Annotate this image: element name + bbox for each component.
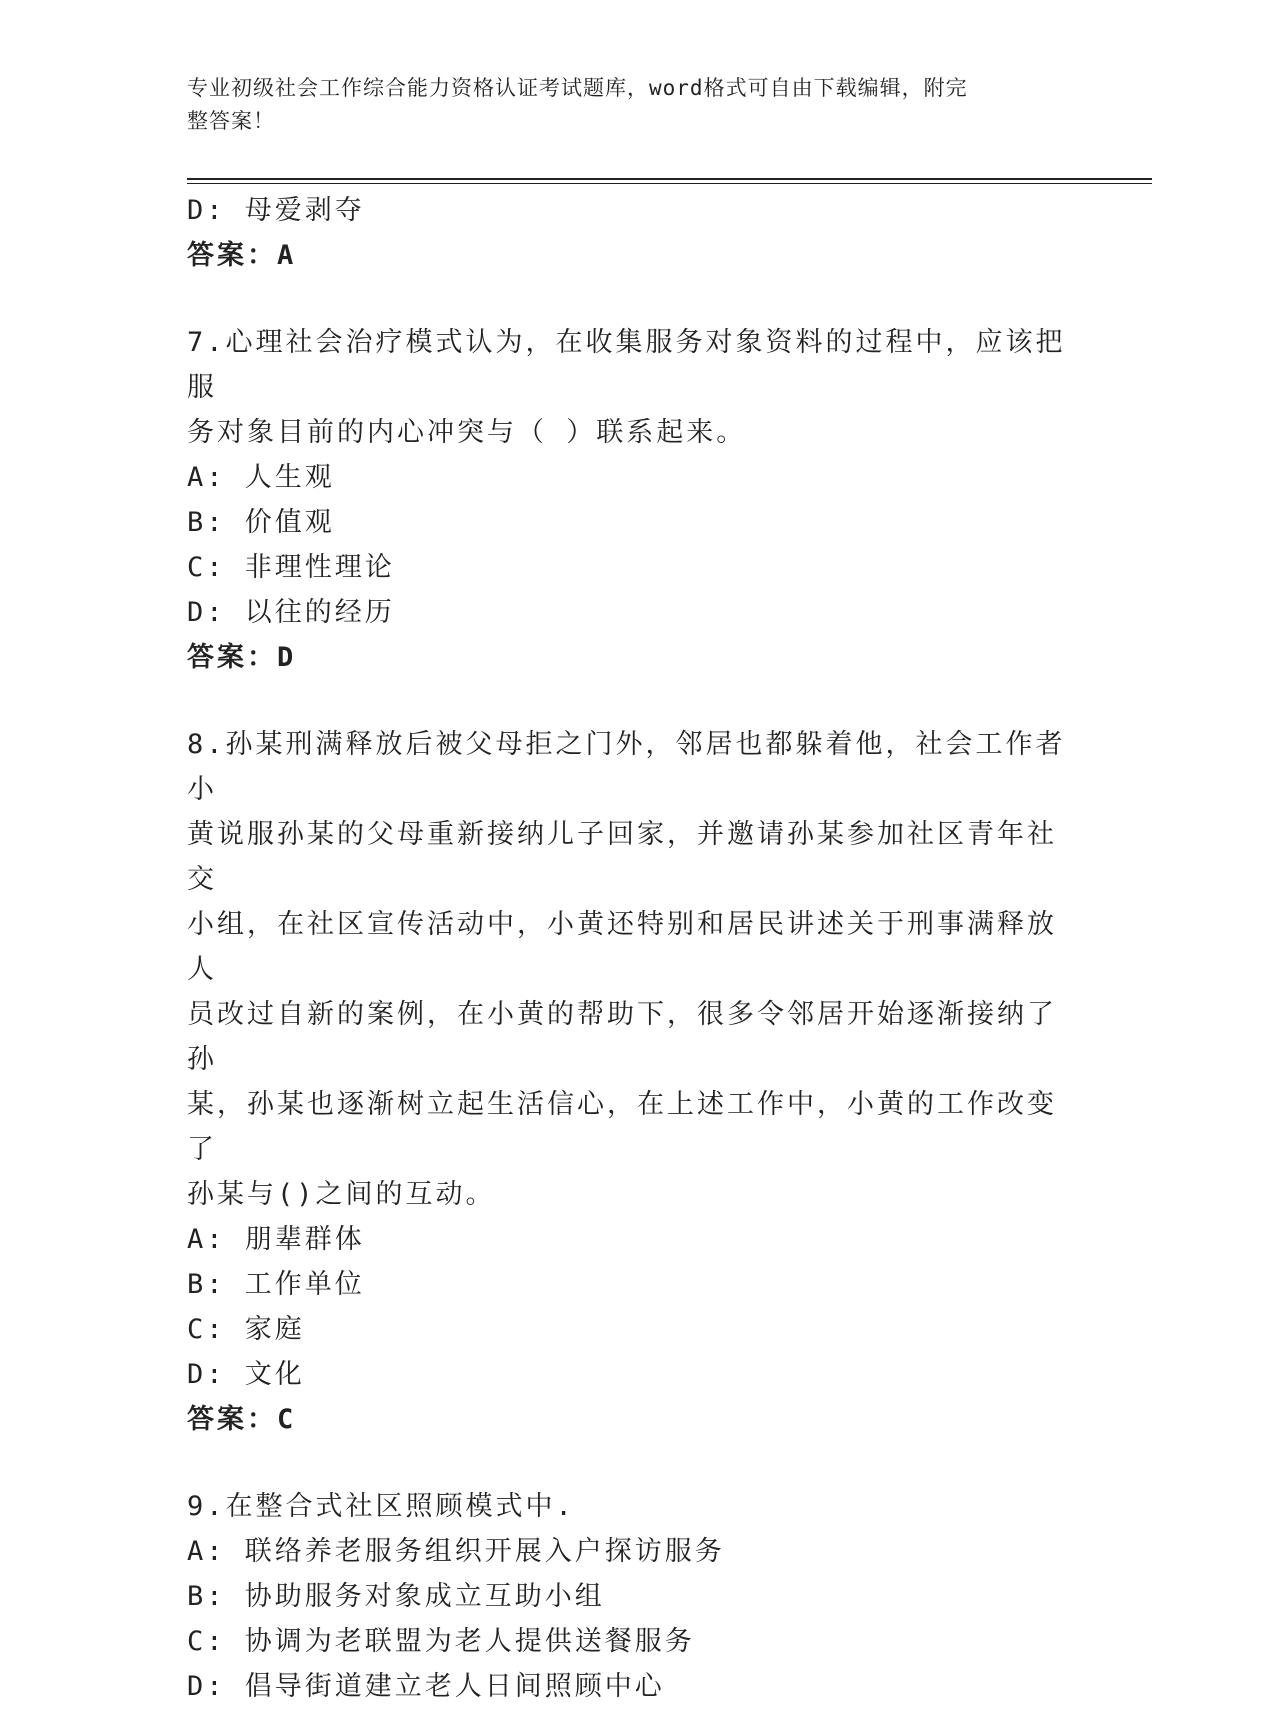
option-b: B: 工作单位 <box>187 1269 365 1300</box>
option-d: D: 以往的经历 <box>187 597 395 628</box>
question-8 <box>187 722 1067 1442</box>
question-9 <box>187 1484 1067 1709</box>
question-stem-line: 小组，在社区宣传活动中，小黄还特别和居民讲述关于刑事满释放人 <box>187 909 1057 985</box>
continued-question <box>187 188 1067 278</box>
option-d: D: 倡导街道建立老人日间照顾中心 <box>187 1671 665 1702</box>
option-b: B: 协助服务对象成立互助小组 <box>187 1581 605 1612</box>
option-a: A: 朋辈群体 <box>187 1224 365 1255</box>
header-rule-thick <box>187 178 1152 180</box>
question-stem-line: 黄说服孙某的父母重新接纳儿子回家，并邀请孙某参加社区青年社交 <box>187 819 1057 895</box>
answer: 答案：A <box>187 240 297 271</box>
question-stem-line: 某，孙某也逐渐树立起生活信心，在上述工作中，小黄的工作改变了 <box>187 1089 1057 1165</box>
question-stem-line: 9.在整合式社区照顾模式中. <box>187 1491 575 1522</box>
page-header <box>187 72 1067 138</box>
option-c: C: 非理性理论 <box>187 552 395 583</box>
option-a: A: 人生观 <box>187 462 335 493</box>
answer: 答案：D <box>187 642 297 673</box>
option-d: D: 母爱剥夺 <box>187 195 365 226</box>
header-rule-thin <box>187 183 1152 184</box>
option-c: C: 协调为老联盟为老人提供送餐服务 <box>187 1626 695 1657</box>
header-title-line-2: 整答案！ <box>187 109 275 133</box>
question-stem-line: 孙某与()之间的互动。 <box>187 1179 496 1210</box>
option-d: D: 文化 <box>187 1359 305 1390</box>
header-title-line-1: 专业初级社会工作综合能力资格认证考试题库，word格式可自由下载编辑，附完 <box>187 76 968 100</box>
question-7 <box>187 320 1067 680</box>
question-stem-line: 7.心理社会治疗模式认为，在收集服务对象资料的过程中，应该把服 <box>187 327 1066 403</box>
answer: 答案：C <box>187 1404 297 1435</box>
option-c: C: 家庭 <box>187 1314 305 1345</box>
question-stem-line: 员改过自新的案例，在小黄的帮助下，很多令邻居开始逐渐接纳了孙 <box>187 999 1057 1075</box>
option-a: A: 联络养老服务组织开展入户探访服务 <box>187 1536 725 1567</box>
question-stem-line: 8.孙某刑满释放后被父母拒之门外，邻居也都躲着他，社会工作者小 <box>187 729 1066 805</box>
question-stem-line: 务对象目前的内心冲突与（ ）联系起来。 <box>187 417 747 448</box>
question-content <box>187 188 1067 1709</box>
option-b: B: 价值观 <box>187 507 335 538</box>
